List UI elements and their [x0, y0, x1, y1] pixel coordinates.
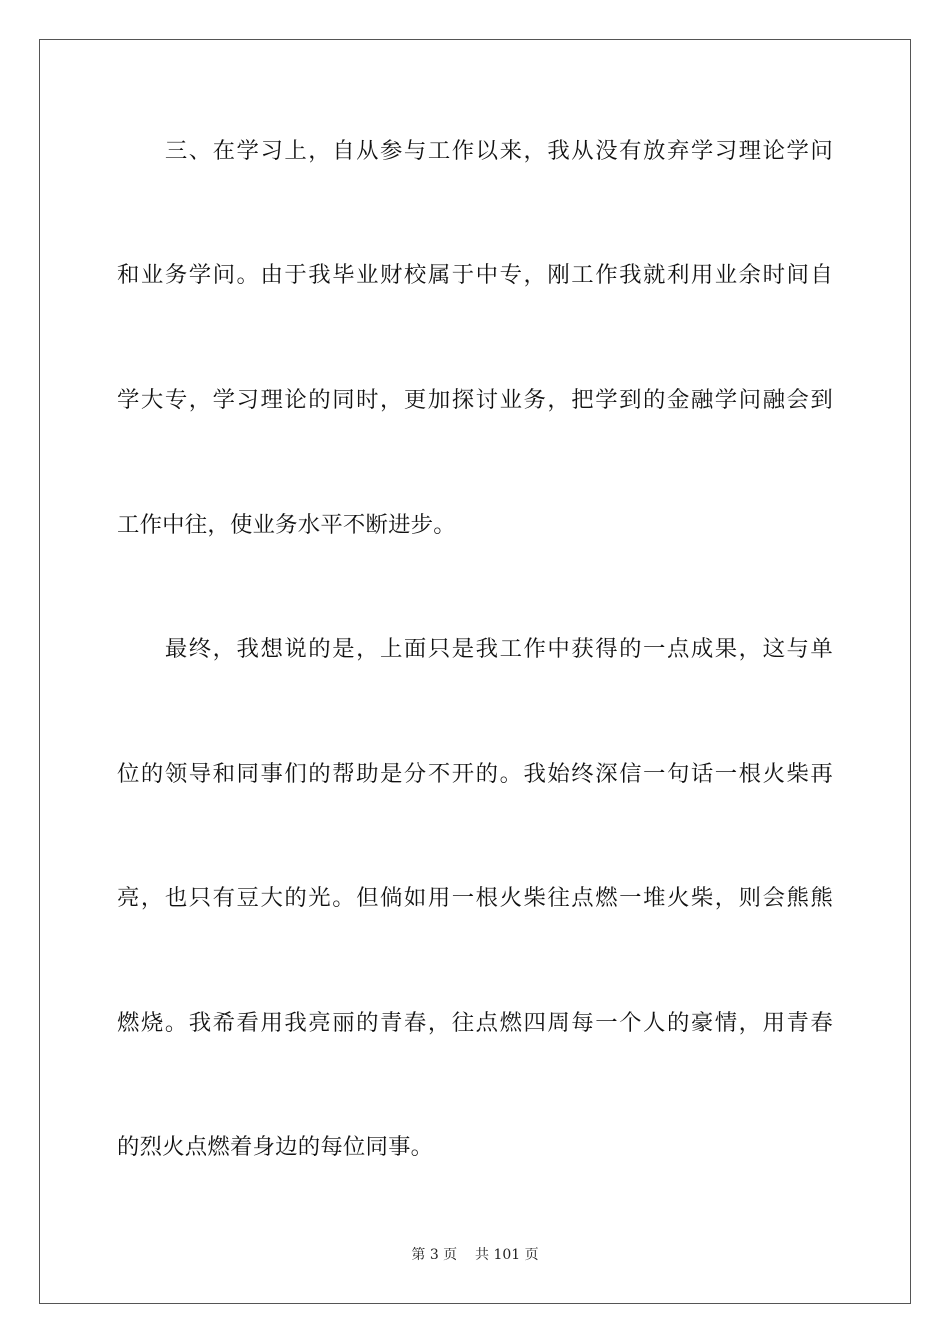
paragraph-1-line-4: 工作中往，使业务水平不断进步。 — [117, 512, 456, 538]
page-footer — [0, 1246, 950, 1264]
page-total: 共 101 页 — [475, 1247, 539, 1263]
paragraph-2-line-3: 亮，也只有豆大的光。但倘如用一根火柴往点燃一堆火柴，则会熊熊 — [117, 885, 833, 911]
paragraph-2-line-1: 最终，我想说的是，上面只是我工作中获得的一点成果，这与单 — [117, 636, 833, 662]
paragraph-2-line-4: 燃烧。我希看用我亮丽的青春，往点燃四周每一个人的豪情，用青春 — [117, 1010, 833, 1036]
page-number: 第 3 页 — [411, 1247, 458, 1263]
page-border — [39, 39, 911, 1304]
paragraph-1-line-1: 三、在学习上，自从参与工作以来，我从没有放弃学习理论学问 — [117, 138, 833, 164]
paragraph-2-line-2: 位的领导和同事们的帮助是分不开的。我始终深信一句话一根火柴再 — [117, 761, 833, 787]
paragraph-2-line-5: 的烈火点燃着身边的每位同事。 — [117, 1134, 434, 1160]
paragraph-1-line-3: 学大专，学习理论的同时，更加探讨业务，把学到的金融学问融会到 — [117, 387, 833, 413]
paragraph-1-line-2: 和业务学问。由于我毕业财校属于中专，刚工作我就利用业余时间自 — [117, 262, 833, 288]
